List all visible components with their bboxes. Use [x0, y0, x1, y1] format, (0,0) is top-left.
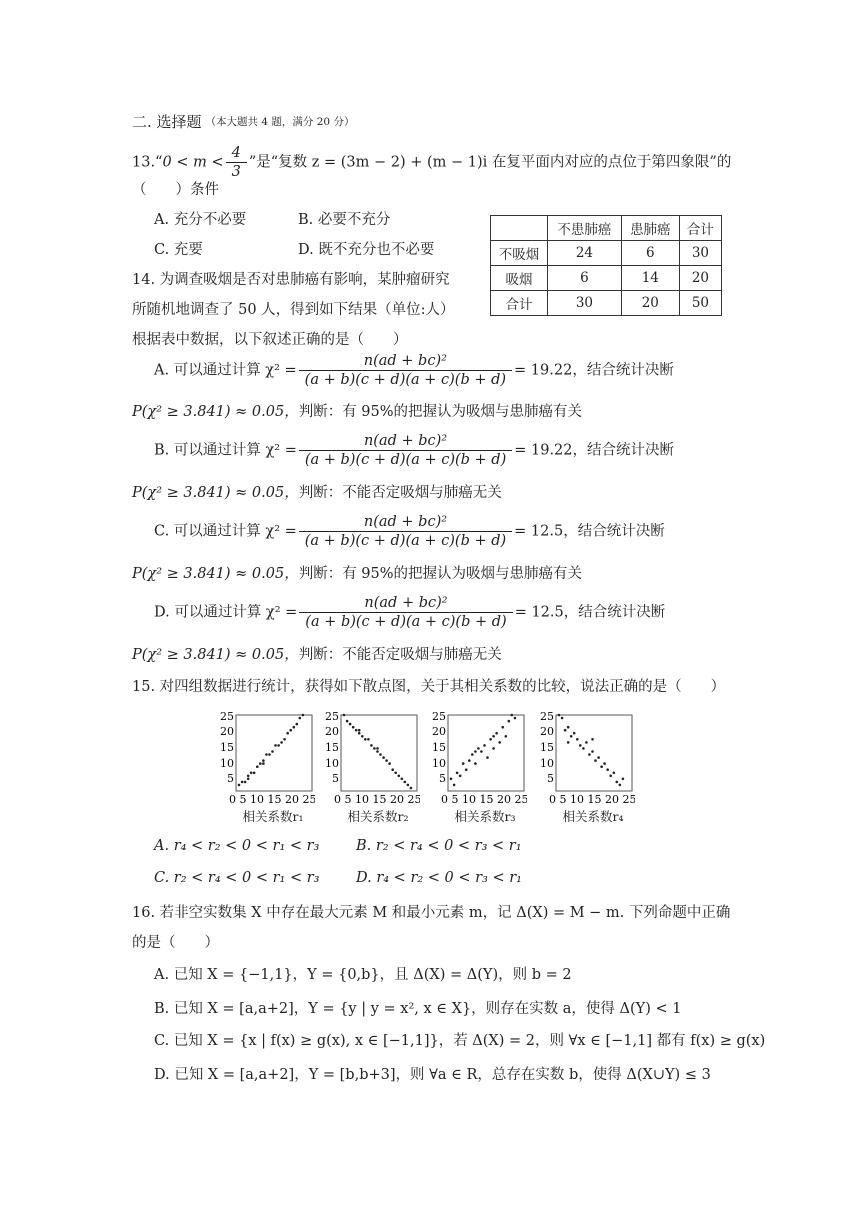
q13-tail: （ ）条件 — [132, 182, 219, 198]
scatter-svg-4 — [535, 710, 635, 810]
plot-caption: 相关系数r₂ — [347, 809, 409, 824]
q14-a-judge-line — [132, 402, 582, 422]
scatter-point — [474, 762, 477, 765]
scatter-point — [588, 753, 591, 756]
q14-b-judge: 判断：不能否定吸烟与肺癌无关 — [298, 485, 502, 501]
scatter-svg-3 — [427, 710, 527, 810]
contingency-table — [490, 215, 722, 316]
plot-caption: 相关系数r₁ — [242, 809, 304, 824]
x-ticks: 0 5 10 15 20 25 — [441, 793, 527, 806]
scatter-point — [591, 738, 594, 741]
scatter-point — [606, 768, 609, 771]
plot-caption: 相关系数r₄ — [562, 809, 624, 824]
y-tick: 15 — [432, 741, 446, 754]
scatter-point — [259, 762, 262, 765]
scatter-point — [576, 738, 579, 741]
table-row — [491, 241, 722, 266]
y-tick: 5 — [227, 772, 234, 785]
chi-formula — [299, 594, 512, 631]
scatter-point — [498, 741, 501, 744]
y-tick: 20 — [432, 725, 446, 738]
prob-text: P(χ² ≥ 3.841) ≈ 0.05， — [132, 566, 299, 582]
scatter-point — [564, 729, 567, 732]
scatter-point — [480, 750, 483, 753]
y-tick: 15 — [220, 741, 234, 754]
scatter-point — [302, 714, 305, 717]
x-ticks: 0 5 10 15 20 25 — [229, 793, 315, 806]
table-cell: 24 — [548, 241, 622, 266]
q14-option-d[interactable] — [154, 594, 665, 631]
q16-option-d[interactable]: D. 已知 X = [a,a+2]，Y = [b,b+3]，则 ∀a ∈ R，总存在实数 b，使得 Δ(X∪Y) ≤ 3 — [154, 1067, 711, 1083]
scatter-point — [570, 735, 573, 738]
q14-c-label: C. 可以通过计算 χ² = — [154, 523, 297, 540]
table-header-row — [491, 216, 722, 241]
y-tick: 10 — [220, 757, 234, 770]
scatter-point — [489, 738, 492, 741]
y-tick: 10 — [432, 757, 446, 770]
scatter-point — [477, 747, 480, 750]
prob-text: P(χ² ≥ 3.841) ≈ 0.05， — [132, 485, 299, 501]
scatter-point — [247, 778, 250, 781]
scatter-point — [495, 732, 498, 735]
q15-stem: 15. 对四组数据进行统计，获得如下散点图，关于其相关系数的比较，说法正确的是（ ） — [132, 679, 726, 695]
scatter-plot-2 — [320, 710, 420, 824]
y-tick: 5 — [547, 772, 554, 785]
scatter-point — [508, 720, 511, 723]
scatter-point — [453, 784, 456, 787]
scatter-point — [597, 756, 600, 759]
scatter-point — [370, 744, 373, 747]
y-tick: 15 — [325, 741, 339, 754]
prob-text: P(χ² ≥ 3.841) ≈ 0.05， — [132, 647, 299, 663]
scatter-point — [558, 714, 561, 717]
y-tick: 10 — [325, 757, 339, 770]
chi-den: (a + b)(c + d)(a + c)(b + d) — [304, 452, 507, 468]
table-cell: 6 — [621, 241, 679, 266]
scatter-point — [352, 726, 355, 729]
prob-text: P(χ² ≥ 3.841) ≈ 0.05， — [132, 404, 299, 420]
scatter-point — [483, 744, 486, 747]
scatter-point — [401, 778, 404, 781]
scatter-point — [256, 765, 259, 768]
scatter-point — [505, 735, 508, 738]
q13-option-b[interactable]: B. 必要不充分 — [298, 212, 391, 228]
q14-c-judge: 判断：有 95%的把握认为吸烟与患肺癌有关 — [298, 566, 583, 582]
q14-b-value: = 19.22，结合统计决断 — [514, 442, 675, 459]
chi-formula — [299, 513, 512, 550]
scatter-point — [238, 784, 241, 787]
table-cell: 吸烟 — [491, 266, 548, 291]
scatter-point — [373, 747, 376, 750]
section-title — [132, 111, 354, 132]
scatter-point — [450, 778, 453, 781]
table-cell: 30 — [679, 241, 721, 266]
scatter-point — [280, 741, 283, 744]
q13-frac — [226, 144, 247, 181]
scatter-plot-4 — [535, 710, 635, 824]
q14-option-b[interactable] — [154, 432, 674, 469]
scatter-point — [247, 775, 250, 778]
table-cell: 14 — [621, 266, 679, 291]
y-tick: 5 — [439, 772, 446, 785]
y-tick: 25 — [325, 710, 339, 723]
q13-mid: ”是“复数 z = (3m − 2) + (m − 1)i 在复平面内对应的点位于第四象限”的 — [248, 154, 732, 171]
scatter-point — [391, 768, 394, 771]
scatter-point — [265, 753, 268, 756]
q13-frac-den: 3 — [231, 164, 241, 180]
scatter-point — [582, 747, 585, 750]
scatter-point — [253, 772, 256, 775]
scatter-point — [616, 781, 619, 784]
q14-c-value: = 12.5，结合统计决断 — [514, 523, 665, 540]
table-header-cell: 合计 — [679, 216, 721, 241]
table-cell: 50 — [679, 291, 721, 316]
chi-formula — [299, 432, 512, 469]
scatter-point — [471, 753, 474, 756]
scatter-point — [364, 738, 367, 741]
q14-stem-1: 14. 为调查吸烟是否对患肺癌有影响，某肿瘤研究 — [132, 272, 450, 288]
q16-option-a[interactable]: A. 已知 X = {−1,1}，Y = {0,b}，且 Δ(X) = Δ(Y)，则 b = 2 — [154, 967, 572, 983]
q14-option-a[interactable] — [154, 352, 674, 389]
scatter-point — [579, 744, 582, 747]
scatter-point — [293, 726, 296, 729]
chi-num: n(ad + bc)² — [299, 594, 512, 613]
scatter-point — [271, 750, 274, 753]
table-header-cell — [491, 216, 548, 241]
scatter-point — [465, 768, 468, 771]
scatter-point — [376, 750, 379, 753]
q15-option-d[interactable]: D. r₄ < r₂ < 0 < r₃ < r₁ — [356, 870, 522, 886]
q14-b-judge-line — [132, 483, 502, 503]
y-tick: 15 — [540, 741, 554, 754]
scatter-point — [299, 717, 302, 720]
q14-d-judge-line — [132, 645, 502, 665]
scatter-point — [567, 741, 570, 744]
scatter-points — [238, 714, 305, 787]
scatter-point — [511, 714, 514, 717]
scatter-point — [514, 717, 517, 720]
y-tick: 20 — [540, 725, 554, 738]
q16-stem-2: 的是（ ） — [132, 935, 219, 951]
scatter-svg-1 — [215, 710, 315, 810]
scatter-point — [379, 753, 382, 756]
plot-caption: 相关系数r₃ — [454, 809, 516, 824]
scatter-point — [262, 759, 265, 762]
scatter-points — [558, 714, 625, 787]
scatter-point — [486, 756, 489, 759]
q14-d-label: D. 可以通过计算 χ² = — [154, 604, 298, 621]
scatter-plot-3 — [427, 710, 527, 824]
scatter-point — [456, 772, 459, 775]
scatter-point — [262, 762, 265, 765]
scatter-point — [619, 784, 622, 787]
scatter-point — [376, 747, 379, 750]
table-cell: 20 — [679, 266, 721, 291]
q13-cond: 0 < m < — [162, 154, 224, 171]
scatter-point — [277, 744, 280, 747]
scatter-point — [398, 775, 401, 778]
q14-stem-2: 所随机地调查了 50 人，得到如下结果（单位:人） — [132, 302, 455, 318]
y-tick: 25 — [540, 710, 554, 723]
scatter-point — [573, 732, 576, 735]
scatter-point — [274, 744, 277, 747]
scatter-point — [388, 762, 391, 765]
table-cell: 20 — [621, 291, 679, 316]
q14-a-label: A. 可以通过计算 χ² = — [154, 362, 297, 379]
scatter-point — [603, 762, 606, 765]
q14-d-value: = 12.5，结合统计决断 — [514, 604, 666, 621]
y-tick: 20 — [325, 725, 339, 738]
scatter-point — [594, 759, 597, 762]
scatter-point — [622, 778, 625, 781]
scatter-point — [492, 735, 495, 738]
scatter-point — [567, 726, 570, 729]
table-row — [491, 266, 722, 291]
scatter-point — [283, 738, 286, 741]
chi-den: (a + b)(c + d)(a + c)(b + d) — [304, 533, 507, 549]
q14-d-judge: 判断：不能否定吸烟与肺癌无关 — [298, 647, 502, 663]
scatter-point — [361, 735, 364, 738]
section-note: （本大题共 4 题，满分 20 分） — [205, 116, 355, 128]
scatter-point — [289, 729, 292, 732]
q15-option-a[interactable]: A. r₄ < r₂ < 0 < r₁ < r₃ — [154, 838, 320, 854]
scatter-point — [268, 753, 271, 756]
chi-num: n(ad + bc)² — [299, 513, 512, 532]
scatter-point — [561, 717, 564, 720]
scatter-point — [474, 750, 477, 753]
scatter-point — [407, 784, 410, 787]
chi-formula — [299, 352, 512, 389]
table-header-cell: 患肺癌 — [621, 216, 679, 241]
scatter-point — [349, 723, 352, 726]
scatter-point — [410, 787, 413, 790]
q16-stem-1: 16. 若非空实数集 X 中存在最大元素 M 和最小元素 m，记 Δ(X) = M − m. 下列命题中正确 — [132, 905, 731, 921]
scatter-point — [600, 765, 603, 768]
scatter-point — [250, 772, 253, 775]
q15-option-b[interactable]: B. r₂ < r₄ < 0 < r₃ < r₁ — [356, 838, 522, 854]
q13-option-a[interactable]: A. 充分不必要 — [154, 212, 247, 228]
x-ticks: 0 5 10 15 20 25 — [334, 793, 420, 806]
section-title-text: 二. 选择题 — [132, 113, 202, 131]
q14-a-judge: 判断：有 95%的把握认为吸烟与患肺癌有关 — [298, 404, 583, 420]
table-row — [491, 291, 722, 316]
scatter-point — [591, 750, 594, 753]
y-tick: 20 — [220, 725, 234, 738]
q16-option-c[interactable]: C. 已知 X = {x | f(x) ≥ g(x), x ∈ [−1,1]}，若 Δ(X) = 2，则 ∀x ∈ [−1,1] 都有 f(x) ≥ g(x) — [154, 1033, 766, 1049]
scatter-point — [459, 775, 462, 778]
table-cell: 合计 — [491, 291, 548, 316]
q15-option-c[interactable]: C. r₂ < r₄ < 0 < r₁ < r₃ — [154, 870, 320, 886]
scatter-point — [501, 726, 504, 729]
scatter-point — [462, 762, 465, 765]
scatter-point — [358, 729, 361, 732]
scatter-point — [394, 772, 397, 775]
scatter-point — [492, 747, 495, 750]
y-tick: 25 — [432, 710, 446, 723]
y-tick: 5 — [332, 772, 339, 785]
scatter-point — [355, 729, 358, 732]
chi-num: n(ad + bc)² — [299, 352, 512, 371]
scatter-points — [343, 714, 413, 790]
scatter-point — [404, 781, 407, 784]
scatter-point — [367, 738, 370, 741]
scatter-point — [358, 732, 361, 735]
q14-option-c[interactable] — [154, 513, 665, 550]
scatter-point — [585, 741, 588, 744]
table-cell: 6 — [548, 266, 622, 291]
q14-b-label: B. 可以通过计算 χ² = — [154, 442, 297, 459]
q13-frac-num: 4 — [226, 144, 247, 163]
table-header-cell: 不患肺癌 — [548, 216, 622, 241]
q14-c-judge-line — [132, 564, 582, 584]
chi-den: (a + b)(c + d)(a + c)(b + d) — [305, 614, 507, 630]
chi-num: n(ad + bc)² — [299, 432, 512, 451]
q13-option-c[interactable]: C. 充要 — [154, 242, 203, 258]
q16-option-b[interactable]: B. 已知 X = [a,a+2]，Y = {y | y = x², x ∈ X}，则存在实数 a，使得 Δ(Y) < 1 — [154, 1001, 682, 1017]
table-cell: 不吸烟 — [491, 241, 548, 266]
scatter-point — [468, 759, 471, 762]
scatter-points — [450, 714, 517, 787]
scatter-point — [244, 781, 247, 784]
scatter-point — [296, 723, 299, 726]
y-tick: 25 — [220, 710, 234, 723]
x-ticks: 0 5 10 15 20 25 — [549, 793, 635, 806]
q13-option-d[interactable]: D. 既不充分也不必要 — [298, 242, 435, 258]
scatter-plot-1 — [215, 710, 315, 824]
scatter-point — [609, 775, 612, 778]
scatter-point — [343, 714, 346, 717]
table-cell: 30 — [548, 291, 622, 316]
scatter-point — [241, 781, 244, 784]
q14-stem-3: 根据表中数据，以下叙述正确的是（ ） — [132, 332, 408, 348]
scatter-svg-2 — [320, 710, 420, 810]
scatter-point — [286, 732, 289, 735]
chi-den: (a + b)(c + d)(a + c)(b + d) — [304, 372, 507, 388]
plot-frame — [448, 715, 524, 791]
scatter-point — [382, 756, 385, 759]
scatter-point — [346, 720, 349, 723]
q13-stem — [132, 144, 731, 181]
scatter-point — [613, 772, 616, 775]
y-tick: 10 — [540, 757, 554, 770]
q13-prefix: 13.“ — [132, 154, 163, 171]
q14-a-value: = 19.22，结合统计决断 — [514, 362, 674, 379]
scatter-point — [385, 759, 388, 762]
